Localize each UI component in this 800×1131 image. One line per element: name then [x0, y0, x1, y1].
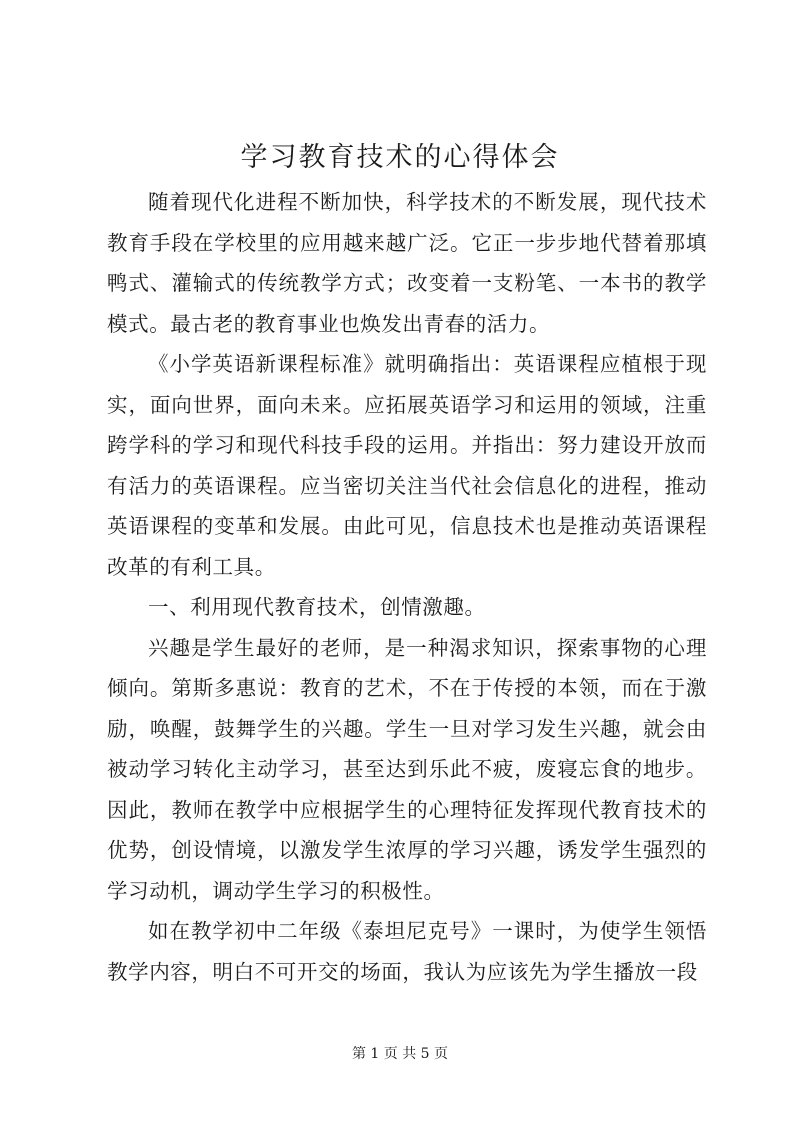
paragraph-titanic-example: 如在教学初中二年级《泰坦尼克号》一课时，为使学生领悟教学内容，明白不可开交的场面，我认为应该先为学生播放一段	[107, 919, 707, 984]
paragraph-interest: 兴趣是学生最好的老师，是一种渴求知识，探索事物的心理倾向。第斯多惠说：教育的艺术，不在于传授的本领，而在于激励，唤醒，鼓舞学生的兴趣。学生一旦对学习发生兴趣，就会由被动学习转化主动学习，甚至达到乐此不疲，废寝忘食的地步。因此，教师在教学中应根据学生的心理特征发挥现代教育技术的优势，创设情境，以激发学生浓厚的学习兴趣，诱发学生强烈的学习动机，调动学生学习的积极性。	[107, 635, 707, 903]
document-body	[107, 182, 707, 992]
paragraph-intro: 随着现代化进程不断加快，科学技术的不断发展，现代技术教育手段在学校里的应用越来越广泛。它正一步步地代替着那填鸭式、灌输式的传统教学方式；改变着一支粉笔、一本书的教学模式。最古老的教育事业也焕发出青春的活力。	[107, 190, 707, 336]
page-number-footer: 第 1 页 共 5 页	[351, 1046, 449, 1062]
paragraph-curriculum-standard: 《小学英语新课程标准》就明确指出：英语课程应植根于现实，面向世界，面向未来。应拓展英语学习和运用的领域，注重跨学科的学习和现代科技手段的运用。并指出：努力建设开放而有活力的英语课程。应当密切关注当代社会信息化的进程，推动英语课程的变革和发展。由此可见，信息技术也是推动英语课程改革的有利工具。	[107, 352, 707, 579]
section-heading-1: 一、利用现代教育技术，创情激趣。	[148, 595, 486, 619]
page-title: 学习教育技术的心得体会	[240, 142, 560, 173]
